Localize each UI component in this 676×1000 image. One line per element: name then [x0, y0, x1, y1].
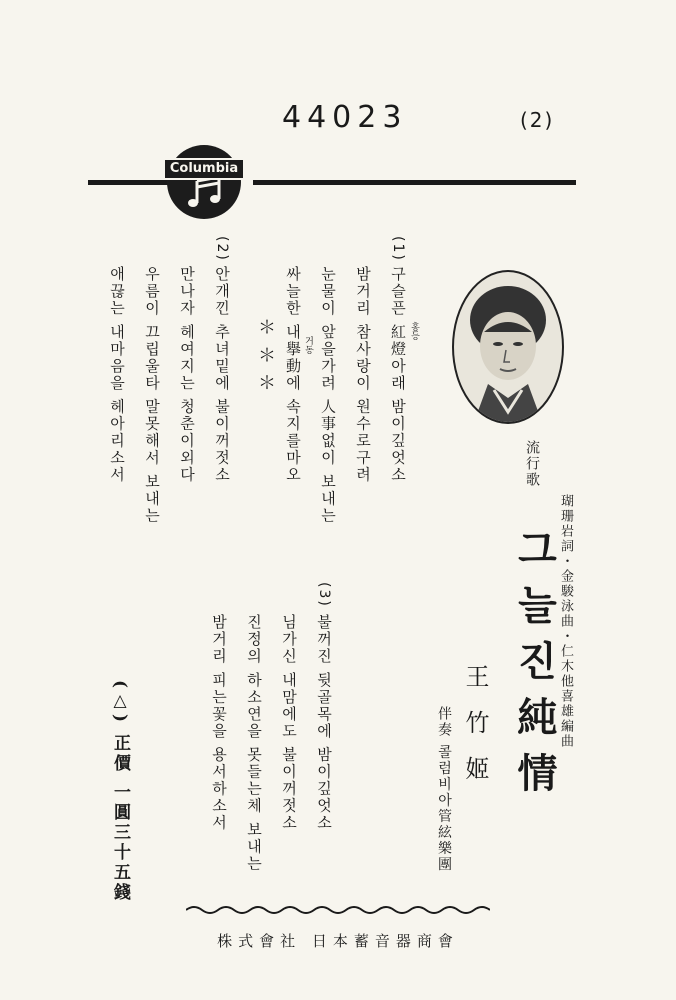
music-note-icon	[167, 145, 241, 219]
verse-3-number: (3)	[316, 582, 332, 608]
accompaniment: 伴奏 콜럼비아管絃樂團	[436, 706, 452, 873]
ruby-reading: 거동	[303, 336, 313, 354]
verse-1-line-4: 싸늘한 내擧動에 속지를마오	[284, 266, 302, 484]
song-title: 그늘진純情	[511, 528, 558, 808]
catalog-number: 44023	[282, 100, 408, 135]
verse-2-number: (2)	[214, 236, 230, 262]
verse-3-line-2: 님가신 내맘에도 불이꺼젓소	[280, 614, 298, 832]
verse-2-line-3: 우름이 끄립울타 말못해서 보내는	[143, 266, 161, 525]
header-rule-left	[88, 180, 168, 185]
ruby-reading: 홍등	[409, 322, 419, 340]
verse-separator: ＊ ＊ ＊	[255, 318, 276, 394]
price: (△) 正價 一圓三十五錢	[110, 680, 130, 903]
verse-1-line-3: 눈물이 앞을가려 人事없이 보내는	[319, 266, 337, 525]
verse-1-line-2: 밤거리 참사랑이 원수로구려	[354, 266, 372, 484]
verse-2-line-4: 애끊는 내마음을 헤아리소서	[108, 266, 126, 484]
verse-3-line-3: 진정의 하소연을 못들는체 보내는	[245, 614, 263, 873]
verse-1-line-1: 구슬픈 紅燈아래 밤이깊엇소	[389, 266, 407, 484]
logo-text: Columbia	[165, 158, 243, 180]
singer-name: 王竹姬	[461, 664, 489, 802]
header-rule-right	[253, 180, 576, 185]
genre-label: 流行歌	[524, 440, 540, 488]
columbia-logo	[167, 145, 241, 219]
singer-portrait	[452, 270, 564, 424]
footer-wavy-rule	[186, 904, 490, 916]
side-number: (2)	[520, 108, 555, 132]
verse-3-line-4: 밤거리 피는꽃을 용서하소서	[210, 614, 228, 832]
verse-1-number: (1)	[390, 236, 406, 262]
publisher: 株式會社 日本蓄音器商會	[217, 932, 459, 950]
credits: 瑚珊岩詞・金駿泳曲・仁木他喜雄編曲	[558, 494, 573, 749]
verse-2-line-1: 안개낀 추녀밑에 불이꺼젓소	[213, 266, 231, 484]
verse-3-line-1: 불꺼진 뒷골목에 밤이깊엇소	[315, 614, 333, 832]
verse-2-line-2: 만나자 헤여지는 청춘이외다	[178, 266, 196, 484]
